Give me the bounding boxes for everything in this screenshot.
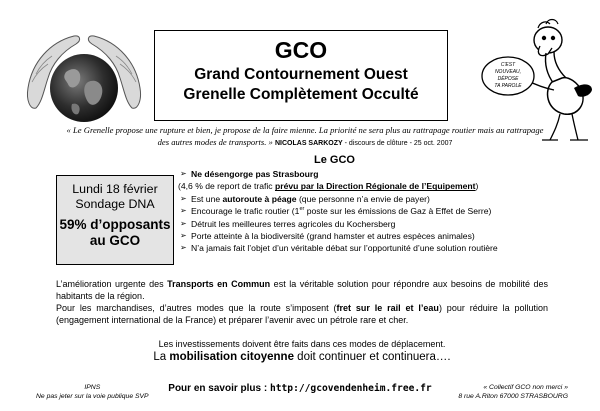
- footer-address: 8 rue A.Riton 67000 STRASBOURG: [458, 393, 568, 400]
- poll-info-box: [56, 175, 174, 265]
- dre-reference-link: prévu par la Direction Régionale de l’Equipement: [274, 181, 476, 192]
- footer-disposal-note: Ne pas jeter sur la voie publique SVP: [36, 393, 149, 400]
- title-box: [154, 30, 448, 121]
- poll-stat-line-1: 59% d’opposants: [59, 217, 171, 232]
- poll-event: Sondage DNA: [75, 197, 155, 211]
- bullet-item: ➢ Est une autoroute à péage (que personne n’a envie de payer): [180, 193, 430, 204]
- arrow-bullet-icon: ➢: [180, 218, 187, 228]
- sign-text-1: C'EST: [500, 62, 516, 68]
- sign-text-2: NOUVEAU,: [494, 69, 522, 75]
- bullet-item: ➢ Détruit les meilleures terres agricoles du Kochersberg: [180, 218, 396, 229]
- poll-stat-line-2: au GCO: [89, 233, 141, 248]
- arrow-bullet-icon: ➢: [180, 193, 187, 203]
- sign-text-3: DÉPOSE: [497, 76, 519, 82]
- arrow-bullet-icon: ➢: [180, 231, 187, 241]
- title-acronym: GCO: [274, 37, 328, 63]
- bullet-item: ➢ Porte atteinte à la biodiversité (grand hamster et autres espèces animales): [180, 231, 475, 242]
- sign-text-4: TA PAROLE: [494, 83, 522, 89]
- footer-right: [418, 383, 568, 401]
- footer-more-info-label: Pour en savoir plus :: [168, 383, 270, 394]
- arrow-bullet-icon: ➢: [180, 206, 187, 216]
- footer-collective-name: « Collectif GCO non merci »: [483, 384, 568, 391]
- poll-date: Lundi 18 février: [72, 182, 158, 196]
- arrow-bullet-icon: ➢: [180, 169, 187, 178]
- quote-source: - discours de clôture - 25 oct. 2007: [342, 139, 453, 147]
- globe-in-hands-illustration: [22, 22, 146, 130]
- globe-icon: [50, 54, 118, 122]
- footer-ipns: IPNS: [84, 384, 101, 391]
- quote-author: NICOLAS SARKOZY: [274, 139, 343, 147]
- title-line-1: Grand Contournement Ouest: [194, 66, 408, 83]
- public-transport-paragraph: L’amélioration urgente des Transports en Commun est la véritable solution pour répondre aux besoins de mobilité des habitants de la région.: [56, 279, 548, 301]
- arrow-bullet-icon: ➢: [180, 243, 187, 253]
- quote-text: « Le Grenelle propose une rupture et bien, je propose de la faire mienne. La priorité ne sera plus au rattrapage routier mais au rattrapage des autres modes de transports. »: [66, 125, 544, 147]
- freight-paragraph: Pour les marchandises, d’autres modes que la route s’imposent (fret sur le rail et l’eau) pour réduire la pollution (engagement international de la France) et préparer l’avenir avec un pétrole rare et cher.: [56, 303, 548, 325]
- title-line-2: Grenelle Complètement Occulté: [183, 86, 419, 103]
- closing-line-2: La mobilisation citoyenne doit continuer et continuera….: [153, 351, 451, 363]
- section-title: Le GCO: [314, 154, 355, 166]
- bullet-item: ➢ Ne désengorge pas Strasbourg: [180, 169, 319, 179]
- gco-bullet-list: [178, 168, 558, 255]
- bullet-item-detail: (4,6 % de report de trafic prévu par la Direction Régionale de l’Equipement): [178, 181, 479, 192]
- bullet-item: ➢ Encourage le trafic routier (1er poste sur les émissions de Gaz à Effet de Serre): [180, 206, 492, 217]
- sarkozy-quote: [60, 125, 550, 149]
- speech-sign: [482, 57, 534, 95]
- closing-line-1: Les investissements doivent être faits dans ces modes de déplacement.: [158, 339, 446, 349]
- website-link[interactable]: http://gcovendenheim.free.fr: [269, 383, 432, 394]
- bullet-item: ➢ N’a jamais fait l’objet d’un véritable débat sur l’opportunité d’une solution routière: [180, 243, 498, 254]
